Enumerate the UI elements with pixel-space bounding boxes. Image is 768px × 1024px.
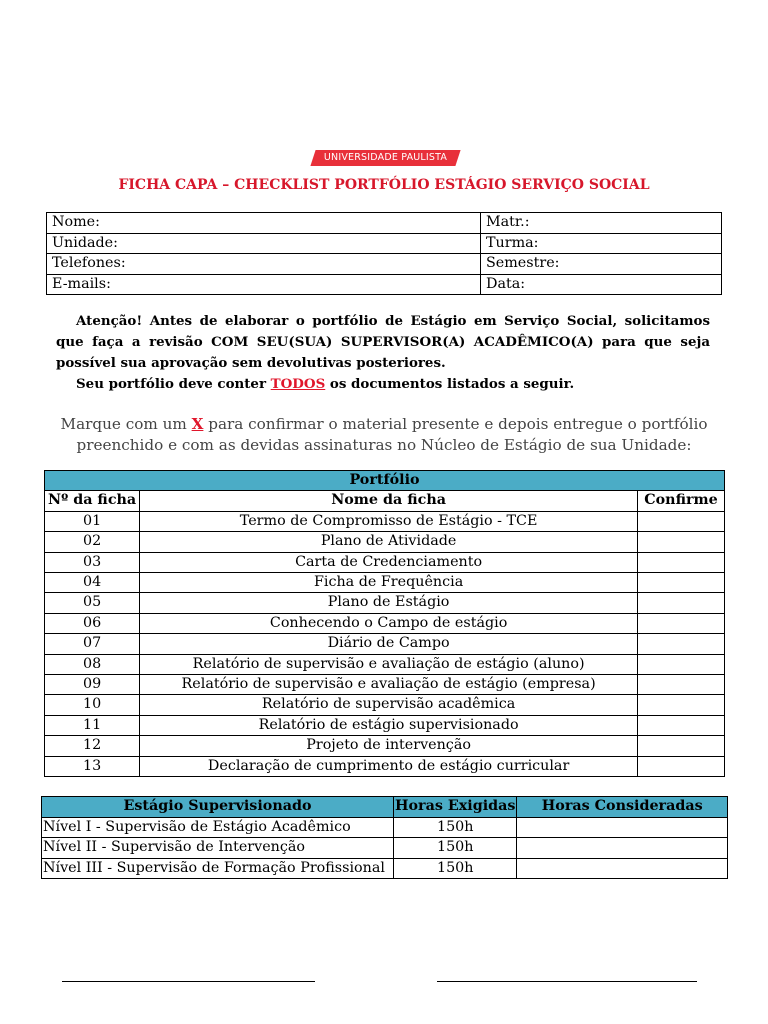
confirm-cell[interactable] [638,511,725,531]
ficha-number: 12 [45,736,140,756]
level-name: Nível III - Supervisão de Formação Profissional [42,858,394,879]
confirm-cell[interactable] [638,573,725,593]
considered-hours-cell[interactable] [517,838,728,859]
table-row [42,817,728,838]
table-row [45,634,725,654]
table-row [45,736,725,756]
table-row [42,858,728,879]
portfolio-title: Portfólio [45,471,725,491]
ficha-number: 05 [45,593,140,613]
mark-x: X [191,415,204,433]
instruction-part: Marque com um [60,415,192,433]
portfolio-table [44,470,725,777]
ficha-name: Plano de Estágio [140,593,638,613]
signature-line-left [62,969,315,982]
level-name: Nível I - Supervisão de Estágio Acadêmico [42,817,394,838]
unit-field[interactable]: Unidade: [47,233,481,254]
considered-hours-cell[interactable] [517,817,728,838]
emails-field[interactable]: E-mails: [47,274,481,295]
date-field[interactable]: Data: [481,274,722,295]
confirm-cell[interactable] [638,654,725,674]
table-row [45,511,725,531]
table-row [45,715,725,735]
ficha-name: Relatório de estágio supervisionado [140,715,638,735]
confirm-cell[interactable] [638,695,725,715]
hours-header-row [42,797,728,818]
ficha-name: Conhecendo o Campo de estágio [140,613,638,633]
ficha-name: Projeto de intervenção [140,736,638,756]
table-row [45,552,725,572]
ficha-name: Relatório de supervisão e avaliação de estágio (aluno) [140,654,638,674]
confirm-cell[interactable] [638,634,725,654]
ficha-number: 02 [45,532,140,552]
column-header-required-hours: Horas Exigidas [394,797,517,818]
semester-field[interactable]: Semestre: [481,254,722,275]
required-hours: 150h [394,858,517,879]
confirm-cell[interactable] [638,593,725,613]
ficha-name: Declaração de cumprimento de estágio curricular [140,756,638,776]
column-header-name: Nome da ficha [140,491,638,511]
table-row [45,593,725,613]
page-title: FICHA CAPA – CHECKLIST PORTFÓLIO ESTÁGIO SERVIÇO SOCIAL [118,177,650,193]
ficha-number: 11 [45,715,140,735]
column-header-considered-hours: Horas Consideradas [517,797,728,818]
ficha-number: 06 [45,613,140,633]
instruction-part: para confirmar o material presente e depois entregue o portfólio preenchido e com as devidas assinaturas no Núcleo de Estágio de sua Unidade: [76,415,708,454]
notice-paragraph: Atenção! Antes de elaborar o portfólio de Estágio em Serviço Social, solicitamos que faça a revisão COM SEU(SUA) SUPERVISOR(A) ACADÊMICO(A) para que seja possível sua aprovação sem devolutivas posteriores. [56,313,710,371]
name-field[interactable]: Nome: [47,213,481,234]
confirm-cell[interactable] [638,613,725,633]
ficha-name: Termo de Compromisso de Estágio - TCE [140,511,638,531]
instruction-text [60,414,708,456]
logo-text: UNIVERSIDADE PAULISTA [323,152,448,163]
required-hours: 150h [394,838,517,859]
considered-hours-cell[interactable] [517,858,728,879]
table-row [45,613,725,633]
ficha-name: Plano de Atividade [140,532,638,552]
level-name: Nível II - Supervisão de Intervenção [42,838,394,859]
identification-table [46,212,722,295]
ficha-name: Ficha de Frequência [140,573,638,593]
portfolio-header-row [45,491,725,511]
confirm-cell[interactable] [638,532,725,552]
table-row [47,233,722,254]
table-row [47,274,722,295]
ficha-name: Relatório de supervisão acadêmica [140,695,638,715]
ficha-number: 08 [45,654,140,674]
table-row [45,675,725,695]
notice-paragraph [56,374,710,395]
required-hours: 150h [394,817,517,838]
ficha-number: 03 [45,552,140,572]
hours-table [41,796,728,879]
ficha-name: Carta de Credenciamento [140,552,638,572]
table-row [47,213,722,234]
ficha-number: 13 [45,756,140,776]
table-row [45,756,725,776]
confirm-cell[interactable] [638,756,725,776]
confirm-cell[interactable] [638,715,725,735]
class-field[interactable]: Turma: [481,233,722,254]
ficha-number: 04 [45,573,140,593]
ficha-name: Diário de Campo [140,634,638,654]
ficha-number: 09 [45,675,140,695]
portfolio-title-row [45,471,725,491]
attention-notice [56,311,710,395]
notice-text: os documentos listados a seguir. [325,376,575,392]
table-row [47,254,722,275]
ficha-number: 07 [45,634,140,654]
column-header-confirm: Confirme [638,491,725,511]
confirm-cell[interactable] [638,736,725,756]
table-row [45,573,725,593]
table-row [42,838,728,859]
university-logo [310,150,460,166]
column-header-number: Nº da ficha [45,491,140,511]
table-row [45,695,725,715]
phones-field[interactable]: Telefones: [47,254,481,275]
ficha-number: 10 [45,695,140,715]
ficha-name: Relatório de supervisão e avaliação de estágio (empresa) [140,675,638,695]
confirm-cell[interactable] [638,552,725,572]
table-row [45,532,725,552]
notice-highlight: TODOS [270,376,326,392]
confirm-cell[interactable] [638,675,725,695]
notice-text: Seu portfólio deve conter [76,376,271,392]
signature-line-right [437,969,697,982]
ficha-number: 01 [45,511,140,531]
registration-field[interactable]: Matr.: [481,213,722,234]
table-row [45,654,725,674]
column-header-internship: Estágio Supervisionado [42,797,394,818]
